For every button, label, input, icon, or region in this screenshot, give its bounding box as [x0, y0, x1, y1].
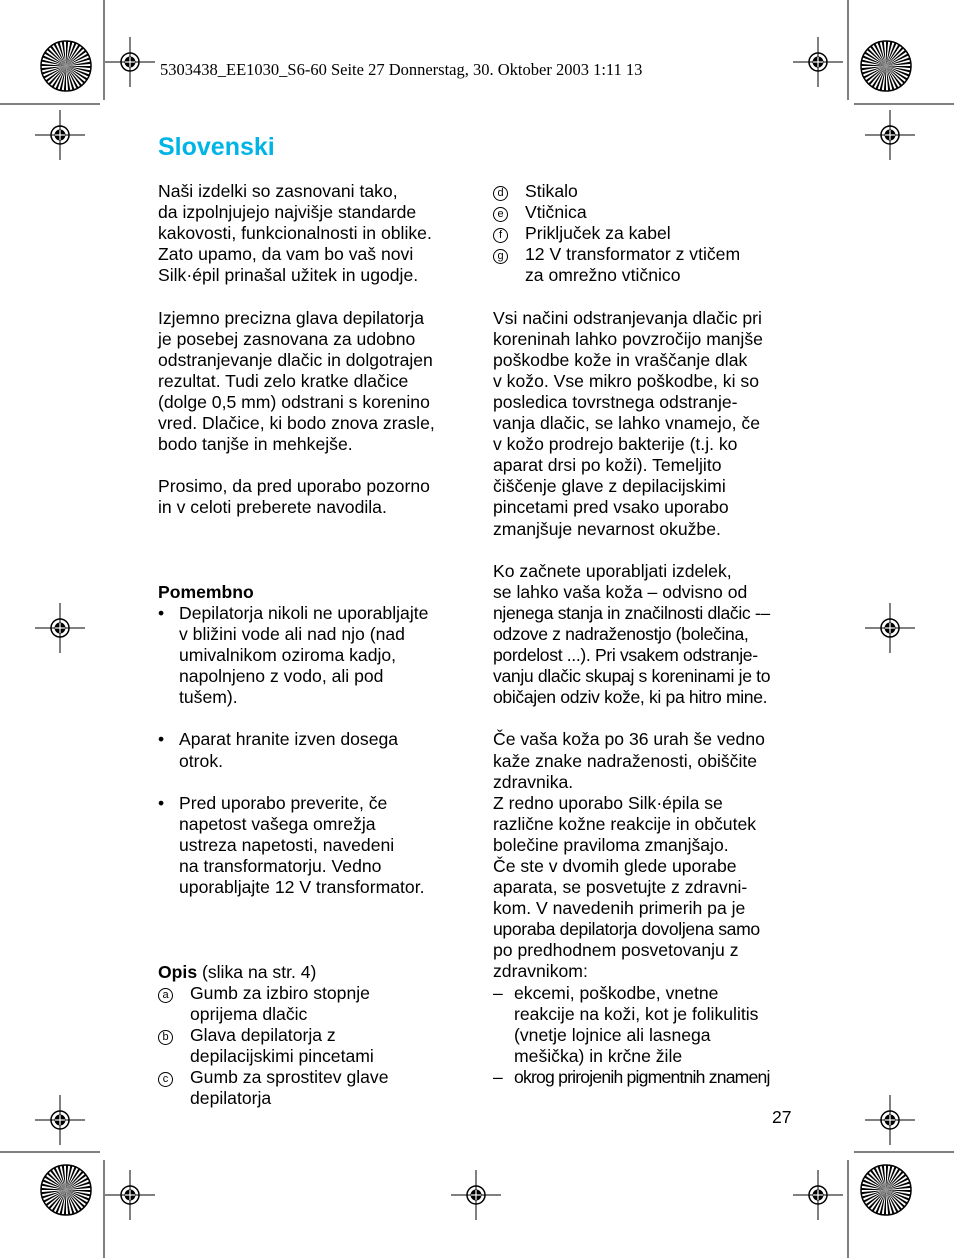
- text-line: je posebej zasnovana za udobno: [158, 328, 416, 349]
- part-item-b: [158, 1025, 468, 1067]
- part-item-c: [158, 1067, 468, 1109]
- intro-paragraph: [158, 181, 468, 286]
- right-column: [493, 181, 803, 1088]
- left-column: [158, 181, 468, 1109]
- text-line: uporaba depilatorja dovoljena samo: [493, 919, 760, 940]
- description-note: (slika na str. 4): [197, 961, 317, 982]
- text-line: kom. V navedenih primerih pa je: [493, 898, 746, 919]
- text-line: čiščenje glave z depilacijskimi: [493, 476, 726, 497]
- text-line: napetost vašega omrežja: [179, 813, 376, 834]
- text-line: Prosimo, da pred uporabo pozorno: [158, 476, 430, 497]
- text-line: Pred uporabo preverite, če: [179, 792, 388, 813]
- text-line: Naši izdelki so zasnovani tako,: [158, 181, 398, 201]
- text-line: kakovosti, funkcionalnosti in oblike.: [158, 223, 432, 244]
- text-line: bodo tanjše in mehkejše.: [158, 434, 353, 455]
- text-line: njenega stanja in značilnosti dlačic -–: [493, 602, 770, 623]
- text-line: v bližini vode ali nad njo (nad: [179, 623, 405, 644]
- text-line: odzove z nadraženostjo (bolečina,: [493, 623, 749, 644]
- letter-f-icon: f: [493, 228, 508, 243]
- letter-b-icon: b: [158, 1030, 173, 1045]
- text-line: poškodbe kože in vraščanje dlak: [493, 349, 748, 370]
- description-heading-line: [158, 962, 468, 983]
- text-line: vred. Dlačice, ki bodo znova zrasle,: [158, 413, 435, 434]
- text-line: ekcemi, poškodbe, vnetne: [514, 982, 719, 1003]
- text-line: na transformatorju. Vedno: [179, 856, 382, 877]
- text-line: Gumb za sprostitev glave: [190, 1066, 389, 1087]
- dash-symbol: –: [493, 982, 503, 1003]
- text-line: aparata, se posvetujte z zdravni-: [493, 877, 748, 898]
- bullet-symbol: •: [158, 729, 165, 750]
- text-line: Depilatorja nikoli ne uporabljajte: [179, 602, 429, 623]
- text-line: Glava depilatorja z: [190, 1024, 336, 1045]
- part-item-e: [493, 202, 803, 223]
- text-line: Gumb za izbiro stopnje: [190, 982, 370, 1003]
- text-line: zmanjšuje nevarnost okužbe.: [493, 518, 721, 539]
- part-item-f: [493, 223, 803, 244]
- text-line: napolnjeno z vodo, ali pod: [179, 666, 384, 687]
- skin-reaction-paragraph: [493, 561, 803, 709]
- letter-g-icon: g: [493, 249, 508, 264]
- letter-d-icon: d: [493, 186, 508, 201]
- head-description-paragraph: [158, 308, 468, 456]
- text-line: v kožo prodrejo bakterije (t.j. ko: [493, 434, 738, 455]
- text-line: Ko začnete uporabljati izdelek,: [493, 560, 732, 581]
- bullet-item: [158, 793, 468, 898]
- text-line: koreninah lahko povzročijo manjše: [493, 328, 763, 349]
- text-line: vanja dlačic, se lahko vnamejo, če: [493, 413, 760, 434]
- text-line: Če ste v dvomih glede uporabe: [493, 856, 737, 876]
- text-line: Vsi načini odstranjevanja dlačic pri: [493, 307, 762, 328]
- read-instructions-paragraph: [158, 476, 468, 518]
- text-line: depilacijskimi pincetami: [190, 1045, 374, 1066]
- letter-c-icon: c: [158, 1072, 173, 1087]
- text-line: v kožo. Vse mikro poškodbe, ki so: [493, 370, 759, 391]
- page-number: 27: [772, 1107, 792, 1127]
- text-line: vanju dlačic skupaj s koreninami je to: [493, 666, 771, 687]
- text-line: otrok.: [179, 750, 224, 771]
- text-line: pincetami pred vsako uporabo: [493, 497, 729, 518]
- text-line: kaže znake nadraženosti, obiščite: [493, 750, 758, 771]
- text-line: Priključek za kabel: [525, 223, 671, 244]
- text-line: Z redno uporabo Silk·épila se: [493, 792, 723, 813]
- dash-item: [493, 1067, 803, 1088]
- bullet-item: [158, 603, 468, 708]
- text-line: rezultat. Tudi zelo kratke dlačice: [158, 370, 409, 391]
- dash-item: [493, 983, 803, 1067]
- text-line: uporabljajte 12 V transformator.: [179, 877, 425, 898]
- doctor-paragraph: [493, 729, 803, 982]
- text-line: tušem).: [179, 687, 238, 708]
- text-line: umivalnikom oziroma kadjo,: [179, 645, 397, 666]
- text-line: reakcije na koži, kot je folikulitis: [514, 1003, 759, 1024]
- part-item-a: [158, 983, 468, 1025]
- text-line: Če vaša koža po 36 urah še vedno: [493, 729, 765, 750]
- text-line: (dolge 0,5 mm) odstrani s korenino: [158, 391, 430, 412]
- letter-a-icon: a: [158, 988, 173, 1003]
- text-line: posledica tovrstnega odstranje-: [493, 391, 738, 412]
- text-line: mešička) in krčne žile: [514, 1045, 683, 1066]
- text-line: po predhodnem posvetovanju z: [493, 940, 739, 961]
- text-line: Zato upamo, da vam bo vaš novi: [158, 244, 414, 265]
- letter-e-icon: e: [493, 207, 508, 222]
- text-line: zdravnikom:: [493, 961, 588, 982]
- text-line: različne kožne reakcije in občutek: [493, 813, 757, 834]
- text-line: ustreza napetosti, navedeni: [179, 834, 395, 855]
- description-heading: Opis: [158, 961, 198, 982]
- text-line: odstranjevanje dlačic in dolgotrajen: [158, 349, 433, 370]
- text-line: se lahko vaša koža – odvisno od: [493, 581, 748, 602]
- text-line: pordelost ...). Pri vsakem odstranje-: [493, 645, 758, 666]
- print-header: 5303438_EE1030_S6-60 Seite 27 Donnerstag, 30. Oktober 2003 1:11 13: [160, 60, 643, 79]
- text-line: oprijema dlačic: [190, 1003, 308, 1024]
- text-line: bolečine praviloma zmanjšajo.: [493, 834, 729, 855]
- text-line: običajen odziv kože, ki pa hitro mine.: [493, 687, 768, 708]
- text-line: Izjemno precizna glava depilatorja: [158, 307, 425, 328]
- text-line: za omrežno vtičnico: [525, 265, 681, 286]
- text-line: Vtičnica: [525, 202, 587, 223]
- text-line: (vnetje lojnice ali lasnega: [514, 1024, 711, 1045]
- part-item-g: [493, 244, 803, 286]
- text-line: in v celoti preberete navodila.: [158, 497, 387, 518]
- text-line: 12 V transformator z vtičem: [525, 244, 741, 265]
- bullet-symbol: •: [158, 602, 165, 623]
- important-heading: Pomembno: [158, 581, 254, 602]
- risk-paragraph: [493, 308, 803, 540]
- text-line: Silk·épil prinašal užitek in ugodje.: [158, 265, 419, 286]
- part-item-d: [493, 181, 803, 202]
- text-line: depilatorja: [190, 1088, 272, 1109]
- text-line: aparat drsi po koži). Temeljito: [493, 455, 722, 476]
- bullet-symbol: •: [158, 792, 165, 813]
- bullet-item: [158, 729, 468, 771]
- text-line: Stikalo: [525, 181, 578, 201]
- text-line: zdravnika.: [493, 771, 574, 792]
- text-line: da izpolnjujejo najvišje standarde: [158, 202, 417, 223]
- text-line: Aparat hranite izven dosega: [179, 729, 399, 750]
- dash-symbol: –: [493, 1066, 503, 1087]
- text-line: okrog prirojenih pigmentnih znamenj: [514, 1066, 770, 1087]
- page-title: Slovenski: [158, 133, 275, 161]
